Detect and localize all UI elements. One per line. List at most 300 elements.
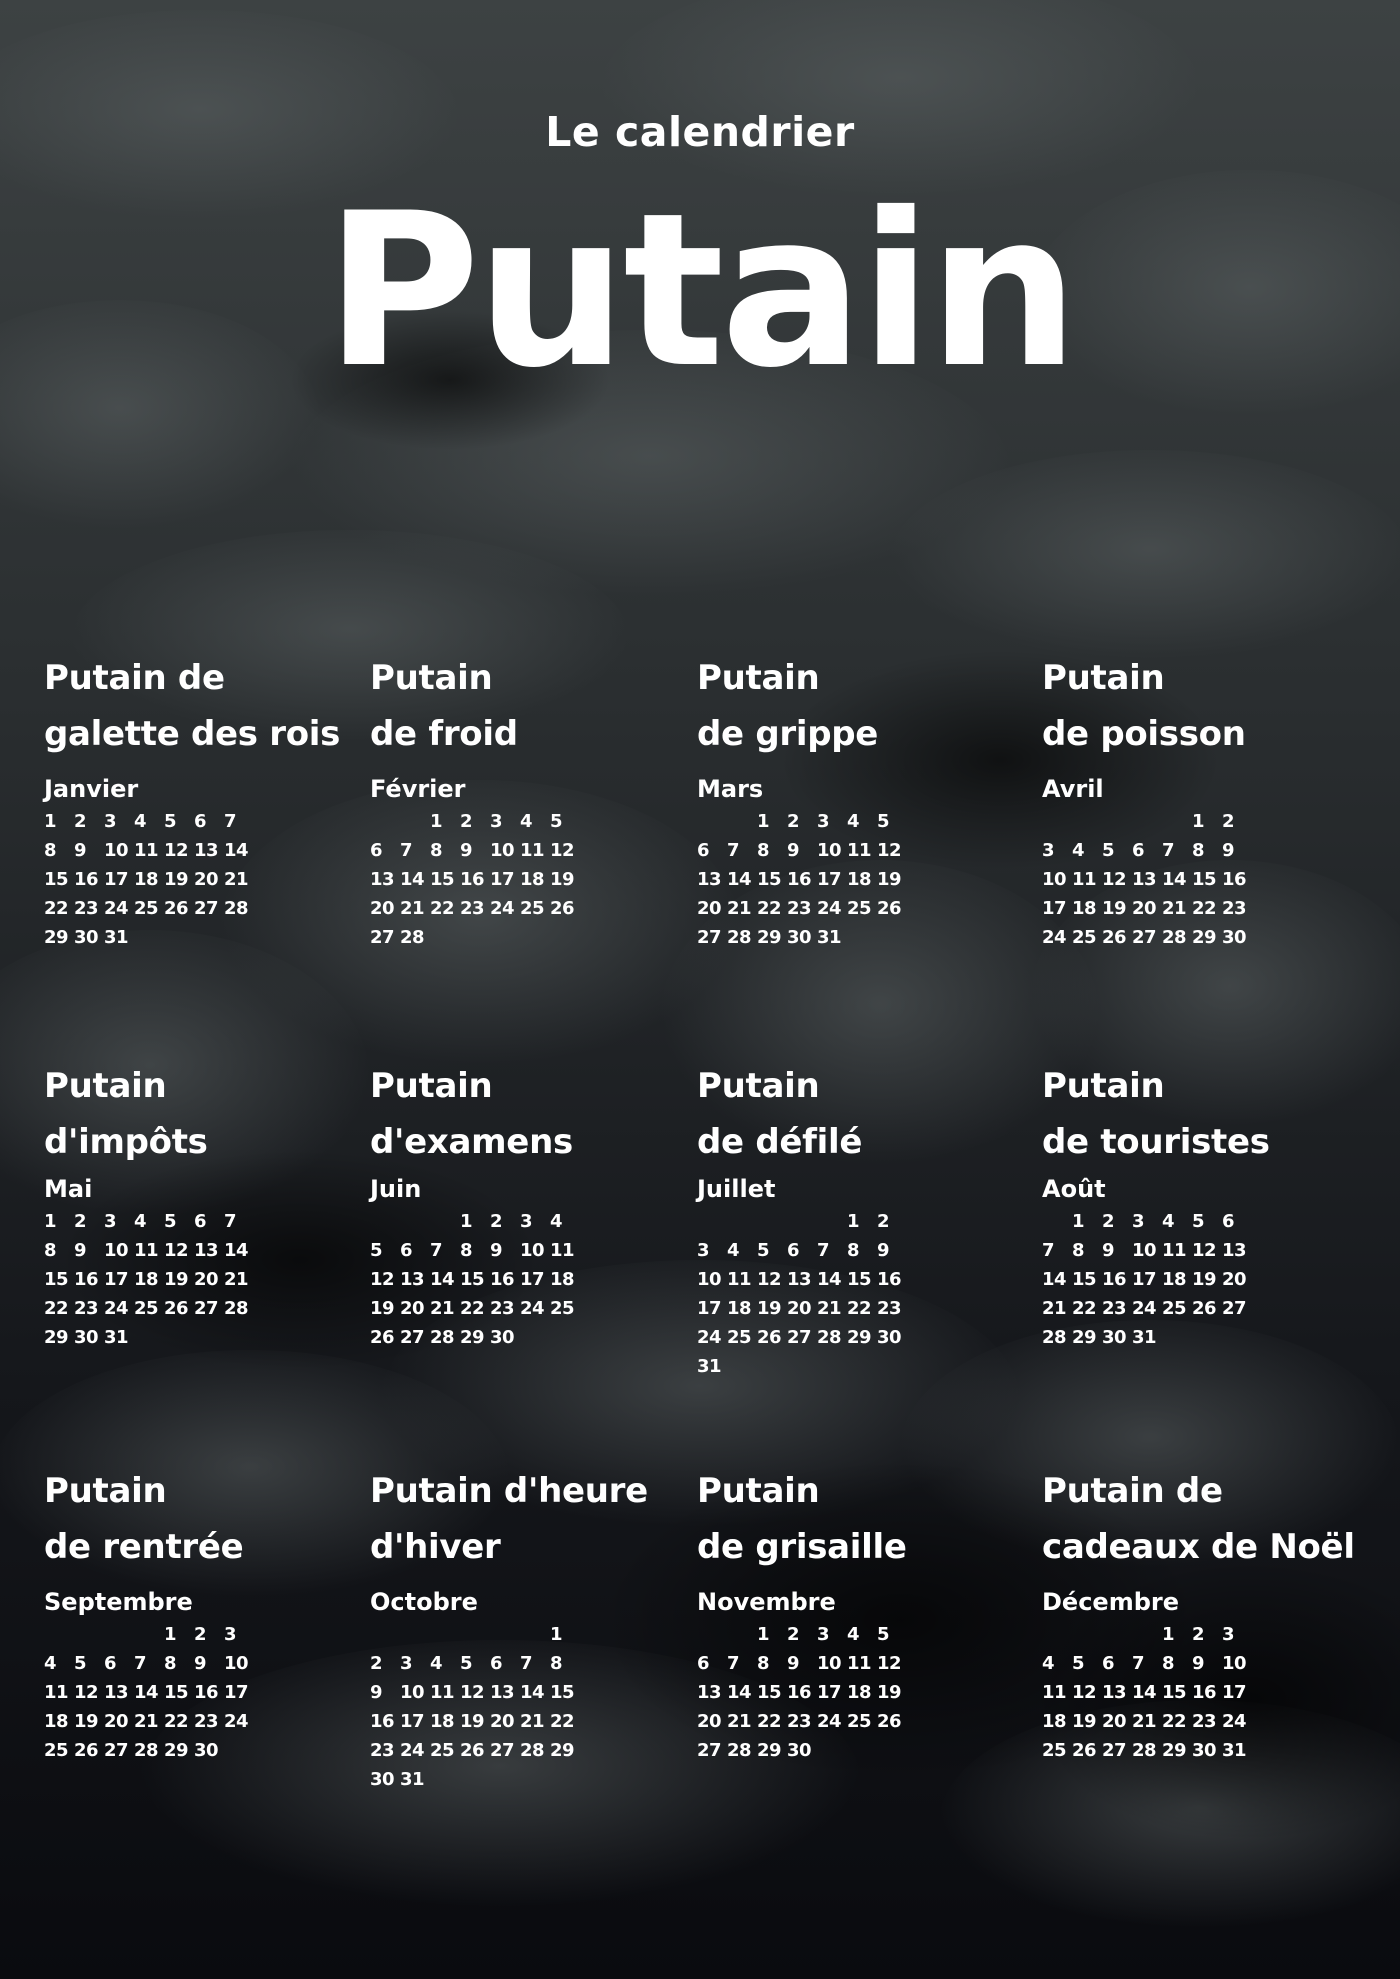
day-spacer: [1042, 807, 1072, 836]
day-number: 7: [134, 1653, 147, 1674]
day-number: 5: [1072, 1653, 1085, 1674]
day-number: 30: [490, 1327, 515, 1348]
day-number: 5: [164, 811, 177, 832]
day-grid: [697, 1620, 1027, 1765]
day-number: 24: [817, 1711, 842, 1732]
day-number: 2: [877, 1211, 890, 1232]
day-number: 17: [1132, 1269, 1157, 1290]
day-number: 6: [194, 1211, 207, 1232]
day-number: 14: [224, 840, 249, 861]
day-number: 22: [550, 1711, 575, 1732]
day-number: 18: [847, 869, 872, 890]
month-block-octobre: [370, 1463, 700, 1794]
day-number: 12: [74, 1682, 99, 1703]
day-number: 20: [194, 869, 219, 890]
day-number: 12: [1192, 1240, 1217, 1261]
day-number: 9: [74, 1240, 87, 1261]
day-number: 1: [44, 811, 57, 832]
month-heading-line: Putain de: [44, 658, 225, 698]
month-name: Janvier: [44, 775, 139, 803]
month-heading-line: de rentrée: [44, 1527, 244, 1567]
day-number: 29: [1162, 1740, 1187, 1761]
day-number: 24: [697, 1327, 722, 1348]
day-number: 10: [1222, 1653, 1247, 1674]
day-number: 24: [490, 898, 515, 919]
day-number: 27: [490, 1740, 515, 1761]
day-number: 3: [1132, 1211, 1145, 1232]
month-heading-line: de défilé: [697, 1122, 863, 1162]
day-number: 14: [727, 1682, 752, 1703]
month-heading-line: d'hiver: [370, 1527, 501, 1567]
day-number: 21: [400, 898, 425, 919]
day-number: 16: [460, 869, 485, 890]
day-number: 10: [104, 840, 129, 861]
day-number: 5: [550, 811, 563, 832]
month-name: Décembre: [1042, 1588, 1180, 1616]
day-number: 14: [1162, 869, 1187, 890]
day-spacer: [1102, 807, 1132, 836]
day-number: 7: [224, 1211, 237, 1232]
day-number: 27: [194, 898, 219, 919]
day-number: 18: [1162, 1269, 1187, 1290]
month-name: Novembre: [697, 1588, 836, 1616]
month-heading-line: de grippe: [697, 714, 879, 754]
day-number: 13: [787, 1269, 812, 1290]
month-name: Août: [1042, 1175, 1106, 1203]
day-number: 12: [164, 840, 189, 861]
day-number: 9: [370, 1682, 383, 1703]
day-number: 27: [400, 1327, 425, 1348]
day-number: 21: [430, 1298, 455, 1319]
month-heading-line: de touristes: [1042, 1122, 1270, 1162]
day-spacer: [430, 1620, 460, 1649]
day-number: 28: [1042, 1327, 1067, 1348]
day-number: 7: [1132, 1653, 1145, 1674]
day-number: 2: [787, 811, 800, 832]
day-number: 31: [400, 1769, 425, 1790]
day-spacer: [1132, 807, 1162, 836]
day-number: 28: [430, 1327, 455, 1348]
day-grid: [697, 807, 1027, 952]
day-number: 9: [1192, 1653, 1205, 1674]
day-number: 14: [727, 869, 752, 890]
month-heading-line: de poisson: [1042, 714, 1246, 754]
day-number: 18: [1042, 1711, 1067, 1732]
day-number: 14: [1132, 1682, 1157, 1703]
day-number: 5: [757, 1240, 770, 1261]
day-number: 1: [1162, 1624, 1175, 1645]
day-number: 7: [430, 1240, 443, 1261]
day-number: 13: [104, 1682, 129, 1703]
day-number: 6: [787, 1240, 800, 1261]
day-number: 29: [757, 1740, 782, 1761]
day-number: 16: [787, 1682, 812, 1703]
day-number: 23: [490, 1298, 515, 1319]
day-number: 12: [877, 1653, 902, 1674]
day-number: 9: [1102, 1240, 1115, 1261]
day-number: 11: [1042, 1682, 1067, 1703]
day-number: 21: [224, 1269, 249, 1290]
day-number: 19: [164, 1269, 189, 1290]
day-number: 18: [727, 1298, 752, 1319]
day-spacer: [400, 1207, 430, 1236]
day-number: 17: [104, 1269, 129, 1290]
day-number: 24: [520, 1298, 545, 1319]
day-number: 8: [164, 1653, 177, 1674]
day-grid: [370, 807, 700, 952]
day-number: 28: [1132, 1740, 1157, 1761]
day-number: 20: [194, 1269, 219, 1290]
day-number: 11: [134, 840, 159, 861]
day-number: 16: [877, 1269, 902, 1290]
day-number: 16: [74, 869, 99, 890]
day-number: 4: [550, 1211, 563, 1232]
day-number: 20: [697, 898, 722, 919]
day-number: 14: [400, 869, 425, 890]
day-number: 29: [1192, 927, 1217, 948]
day-number: 19: [1192, 1269, 1217, 1290]
day-grid: [1042, 1207, 1372, 1352]
day-number: 8: [460, 1240, 473, 1261]
day-spacer: [44, 1620, 74, 1649]
month-block-mai: [44, 1058, 374, 1352]
day-number: 21: [1042, 1298, 1067, 1319]
day-number: 21: [1162, 898, 1187, 919]
day-number: 27: [1222, 1298, 1247, 1319]
day-number: 27: [194, 1298, 219, 1319]
day-number: 26: [1102, 927, 1127, 948]
day-grid: [370, 1207, 700, 1352]
day-number: 11: [847, 840, 872, 861]
day-number: 8: [44, 1240, 57, 1261]
month-heading: [370, 1058, 700, 1170]
day-number: 12: [370, 1269, 395, 1290]
day-number: 10: [104, 1240, 129, 1261]
day-number: 9: [490, 1240, 503, 1261]
day-number: 1: [550, 1624, 563, 1645]
day-number: 14: [134, 1682, 159, 1703]
day-number: 8: [44, 840, 57, 861]
day-number: 22: [460, 1298, 485, 1319]
day-number: 25: [134, 898, 159, 919]
day-number: 10: [817, 840, 842, 861]
day-number: 28: [817, 1327, 842, 1348]
day-number: 26: [1192, 1298, 1217, 1319]
day-number: 31: [104, 1327, 129, 1348]
day-number: 17: [817, 1682, 842, 1703]
month-heading: [1042, 650, 1372, 762]
day-number: 21: [727, 898, 752, 919]
day-number: 1: [757, 1624, 770, 1645]
day-number: 5: [370, 1240, 383, 1261]
day-number: 14: [520, 1682, 545, 1703]
day-number: 8: [1192, 840, 1205, 861]
day-number: 24: [224, 1711, 249, 1732]
day-grid: [1042, 807, 1372, 952]
day-number: 6: [194, 811, 207, 832]
day-number: 7: [727, 840, 740, 861]
day-number: 2: [460, 811, 473, 832]
day-number: 4: [520, 811, 533, 832]
day-number: 20: [1222, 1269, 1247, 1290]
month-heading-line: Putain: [697, 1471, 820, 1511]
month-name: Avril: [1042, 775, 1104, 803]
day-number: 20: [787, 1298, 812, 1319]
day-number: 12: [877, 840, 902, 861]
day-number: 17: [1222, 1682, 1247, 1703]
day-number: 2: [787, 1624, 800, 1645]
day-number: 24: [1132, 1298, 1157, 1319]
month-heading: [1042, 1463, 1372, 1575]
day-number: 4: [847, 811, 860, 832]
day-number: 3: [520, 1211, 533, 1232]
day-number: 20: [104, 1711, 129, 1732]
day-grid: [697, 1207, 1027, 1381]
day-number: 7: [520, 1653, 533, 1674]
day-number: 22: [44, 1298, 69, 1319]
day-number: 23: [74, 898, 99, 919]
month-name: Mars: [697, 775, 764, 803]
day-number: 12: [460, 1682, 485, 1703]
month-heading-line: Putain: [44, 1066, 167, 1106]
day-number: 26: [757, 1327, 782, 1348]
day-number: 25: [1162, 1298, 1187, 1319]
day-number: 11: [1072, 869, 1097, 890]
day-number: 4: [1162, 1211, 1175, 1232]
day-number: 2: [194, 1624, 207, 1645]
day-number: 17: [817, 869, 842, 890]
day-number: 18: [1072, 898, 1097, 919]
day-number: 11: [847, 1653, 872, 1674]
day-number: 23: [877, 1298, 902, 1319]
day-number: 16: [370, 1711, 395, 1732]
day-number: 3: [817, 811, 830, 832]
day-number: 8: [757, 1653, 770, 1674]
day-grid: [370, 1620, 700, 1794]
day-number: 5: [1192, 1211, 1205, 1232]
day-number: 18: [430, 1711, 455, 1732]
month-name: Juillet: [697, 1175, 776, 1203]
day-number: 28: [224, 898, 249, 919]
day-number: 13: [1132, 869, 1157, 890]
day-number: 20: [400, 1298, 425, 1319]
day-number: 26: [1072, 1740, 1097, 1761]
day-number: 21: [1132, 1711, 1157, 1732]
month-heading-line: d'examens: [370, 1122, 573, 1162]
day-number: 11: [520, 840, 545, 861]
day-number: 30: [1222, 927, 1247, 948]
day-number: 2: [370, 1653, 383, 1674]
day-number: 9: [194, 1653, 207, 1674]
day-number: 25: [847, 898, 872, 919]
day-number: 27: [787, 1327, 812, 1348]
day-number: 19: [460, 1711, 485, 1732]
day-number: 2: [1192, 1624, 1205, 1645]
day-number: 19: [1102, 898, 1127, 919]
day-number: 8: [757, 840, 770, 861]
day-number: 17: [490, 869, 515, 890]
day-spacer: [460, 1620, 490, 1649]
day-number: 18: [134, 1269, 159, 1290]
month-heading-line: de froid: [370, 714, 518, 754]
day-number: 9: [1222, 840, 1235, 861]
day-number: 9: [877, 1240, 890, 1261]
day-number: 13: [400, 1269, 425, 1290]
day-number: 28: [134, 1740, 159, 1761]
day-number: 9: [460, 840, 473, 861]
month-block-décembre: [1042, 1463, 1372, 1765]
day-number: 2: [74, 811, 87, 832]
month-name: Juin: [370, 1175, 422, 1203]
day-number: 30: [74, 1327, 99, 1348]
day-number: 11: [134, 1240, 159, 1261]
month-heading-line: Putain: [370, 658, 493, 698]
day-number: 15: [1162, 1682, 1187, 1703]
day-number: 8: [1072, 1240, 1085, 1261]
day-number: 3: [104, 1211, 117, 1232]
day-number: 6: [490, 1653, 503, 1674]
day-number: 4: [134, 1211, 147, 1232]
day-number: 17: [104, 869, 129, 890]
day-number: 29: [460, 1327, 485, 1348]
month-heading: [370, 650, 700, 762]
day-spacer: [134, 1620, 164, 1649]
day-number: 4: [1042, 1653, 1055, 1674]
day-number: 13: [697, 1682, 722, 1703]
day-number: 11: [430, 1682, 455, 1703]
month-block-mars: [697, 650, 1027, 952]
day-number: 1: [44, 1211, 57, 1232]
day-number: 30: [1192, 1740, 1217, 1761]
day-number: 27: [370, 927, 395, 948]
month-heading: [697, 1463, 1027, 1575]
day-number: 29: [44, 927, 69, 948]
day-number: 11: [1162, 1240, 1187, 1261]
month-block-septembre: [44, 1463, 374, 1765]
day-number: 25: [430, 1740, 455, 1761]
day-number: 8: [550, 1653, 563, 1674]
month-heading-line: Putain: [1042, 658, 1165, 698]
poster-title: Putain: [324, 167, 1076, 414]
day-number: 30: [1102, 1327, 1127, 1348]
day-spacer: [370, 1620, 400, 1649]
day-spacer: [74, 1620, 104, 1649]
day-number: 21: [817, 1298, 842, 1319]
day-number: 3: [697, 1240, 710, 1261]
day-number: 19: [370, 1298, 395, 1319]
day-number: 22: [757, 1711, 782, 1732]
day-number: 22: [757, 898, 782, 919]
day-spacer: [430, 1207, 460, 1236]
day-number: 15: [44, 1269, 69, 1290]
day-spacer: [757, 1207, 787, 1236]
day-number: 5: [164, 1211, 177, 1232]
day-number: 10: [400, 1682, 425, 1703]
month-heading: [697, 1058, 1027, 1170]
day-spacer: [520, 1620, 550, 1649]
day-number: 18: [134, 869, 159, 890]
day-number: 16: [1102, 1269, 1127, 1290]
day-number: 30: [787, 1740, 812, 1761]
day-number: 13: [370, 869, 395, 890]
day-number: 4: [430, 1653, 443, 1674]
day-number: 12: [1072, 1682, 1097, 1703]
day-number: 27: [1102, 1740, 1127, 1761]
day-number: 1: [430, 811, 443, 832]
day-number: 27: [697, 927, 722, 948]
day-number: 18: [550, 1269, 575, 1290]
day-number: 16: [1222, 869, 1247, 890]
day-number: 16: [490, 1269, 515, 1290]
month-heading: [1042, 1058, 1372, 1170]
day-number: 1: [1072, 1211, 1085, 1232]
day-grid: [1042, 1620, 1372, 1765]
day-number: 5: [74, 1653, 87, 1674]
day-number: 21: [134, 1711, 159, 1732]
day-number: 25: [550, 1298, 575, 1319]
day-number: 13: [697, 869, 722, 890]
day-number: 29: [44, 1327, 69, 1348]
day-number: 5: [877, 811, 890, 832]
day-number: 25: [847, 1711, 872, 1732]
day-number: 11: [727, 1269, 752, 1290]
month-name: Mai: [44, 1175, 93, 1203]
day-number: 13: [1102, 1682, 1127, 1703]
day-number: 6: [697, 1653, 710, 1674]
day-number: 28: [400, 927, 425, 948]
day-number: 26: [877, 1711, 902, 1732]
day-spacer: [490, 1620, 520, 1649]
day-number: 3: [1042, 840, 1055, 861]
month-heading-line: d'impôts: [44, 1122, 208, 1162]
day-number: 9: [74, 840, 87, 861]
day-spacer: [1132, 1620, 1162, 1649]
day-number: 1: [757, 811, 770, 832]
day-number: 31: [817, 927, 842, 948]
day-number: 7: [817, 1240, 830, 1261]
day-number: 22: [44, 898, 69, 919]
day-number: 5: [877, 1624, 890, 1645]
day-number: 6: [1132, 840, 1145, 861]
day-number: 12: [1102, 869, 1127, 890]
day-number: 19: [877, 1682, 902, 1703]
month-heading-line: Putain: [1042, 1066, 1165, 1106]
day-number: 8: [1162, 1653, 1175, 1674]
month-block-août: [1042, 1058, 1372, 1352]
day-number: 24: [104, 1298, 129, 1319]
month-heading-line: Putain: [697, 1066, 820, 1106]
day-number: 15: [1072, 1269, 1097, 1290]
day-number: 26: [164, 1298, 189, 1319]
day-number: 10: [1042, 869, 1067, 890]
day-number: 24: [1042, 927, 1067, 948]
day-number: 13: [194, 840, 219, 861]
month-heading: [370, 1463, 700, 1575]
day-number: 30: [877, 1327, 902, 1348]
day-number: 24: [817, 898, 842, 919]
day-number: 20: [697, 1711, 722, 1732]
day-number: 30: [194, 1740, 219, 1761]
day-number: 6: [400, 1240, 413, 1261]
day-spacer: [1162, 807, 1192, 836]
month-heading-line: de grisaille: [697, 1527, 907, 1567]
day-number: 22: [1192, 898, 1217, 919]
day-number: 25: [520, 898, 545, 919]
day-number: 30: [370, 1769, 395, 1790]
month-heading: [44, 650, 374, 762]
day-number: 7: [400, 840, 413, 861]
day-number: 16: [787, 869, 812, 890]
